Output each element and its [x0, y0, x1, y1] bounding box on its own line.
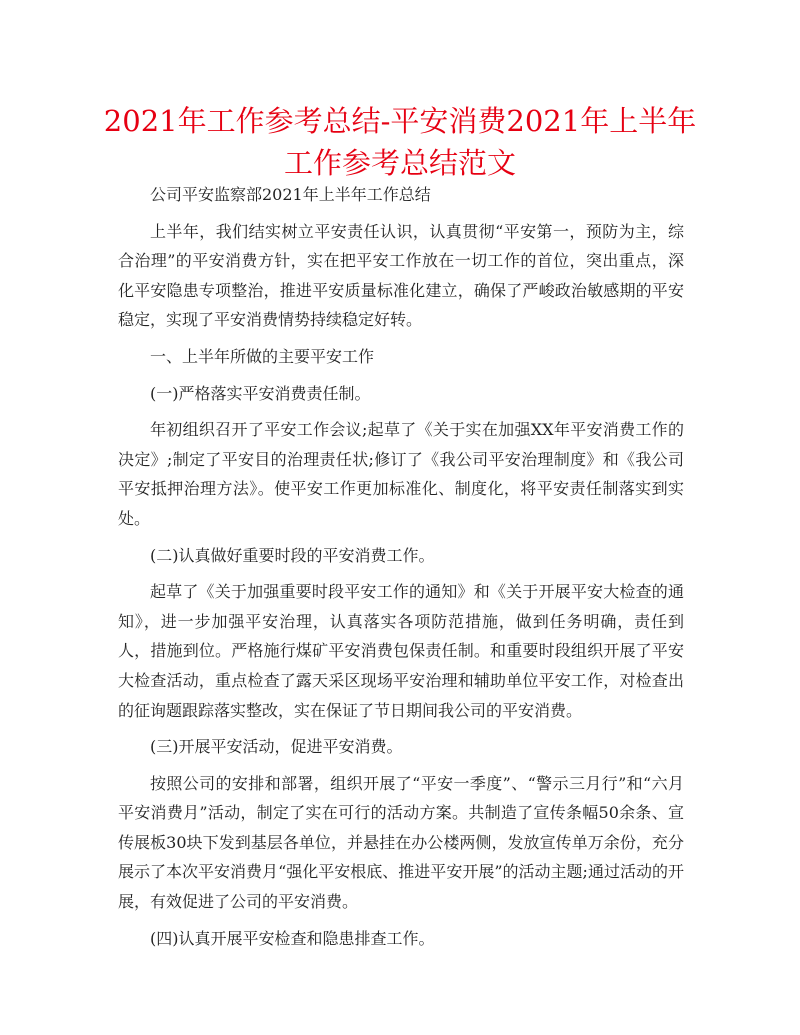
paragraph-summary: 上半年，我们结实树立平安责任认识，认真贯彻“平安第一，预防为主，综合治理”的平安消费方针，实在把平安工作放在一切工作的首位，突出重点，深化平安隐患专项整治，推进平安质量标准化建立，确保了严峻政治敏感期的平安稳定，实现了平安消费情势持续稳定好转。	[118, 221, 684, 330]
subheading-4: (四)认真开展平安检查和隐患排查工作。	[150, 928, 435, 948]
document-title: 2021年工作参考总结-平安消费2021年上半年工作参考总结范文	[103, 104, 697, 180]
paragraph-2: 起草了《关于加强重要时段平安工作的通知》和《关于开展平安大检查的通知》，进一步加强平安治理，认真落实各项防范措施，做到任务明确，责任到人，措施到位。严格施行煤矿平安消费包保责任制。和重要时段组织开展了平安大检查活动，重点检查了露天采区现场平安治理和辅助单位平安工作，对检查出的征询题跟踪落实整改，实在保证了节日期间我公司的平安消费。	[118, 582, 684, 720]
document-body	[118, 180, 684, 953]
section-heading-main-work: 一、上半年所做的主要平安工作	[150, 346, 375, 366]
paragraph-3: 按照公司的安排和部署，组织开展了“平安一季度”、“警示三月行”和“六月平安消费月”活动，制定了实在可行的活动方案。共制造了宣传条幅50余条、宣传展板30块下发到基层各单位，并悬挂在办公楼两侧，发放宣传单万余份，充分展示了本次平安消费月“强化平安根底、推进平安开展”的活动主题;通过活动的开展，有效促进了公司的平安消费。	[118, 773, 684, 912]
subheading-1: (一)严格落实平安消费责任制。	[150, 383, 371, 403]
subheading-2: (二)认真做好重要时段的平安消费工作。	[150, 545, 435, 565]
paragraph-1: 年初组织召开了平安工作会议;起草了《关于实在加强XX年平安消费工作的决定》;制定了平安目的治理责任状;修订了《我公司平安治理制度》和《我公司平安抵押治理方法》。使平安工作更加标准化、制度化，将平安责任制落实到实处。	[118, 420, 684, 528]
paragraph-heading-report: 公司平安监察部2021年上半年工作总结	[150, 185, 431, 204]
subheading-3: (三)开展平安活动，促进平安消费。	[150, 737, 403, 757]
